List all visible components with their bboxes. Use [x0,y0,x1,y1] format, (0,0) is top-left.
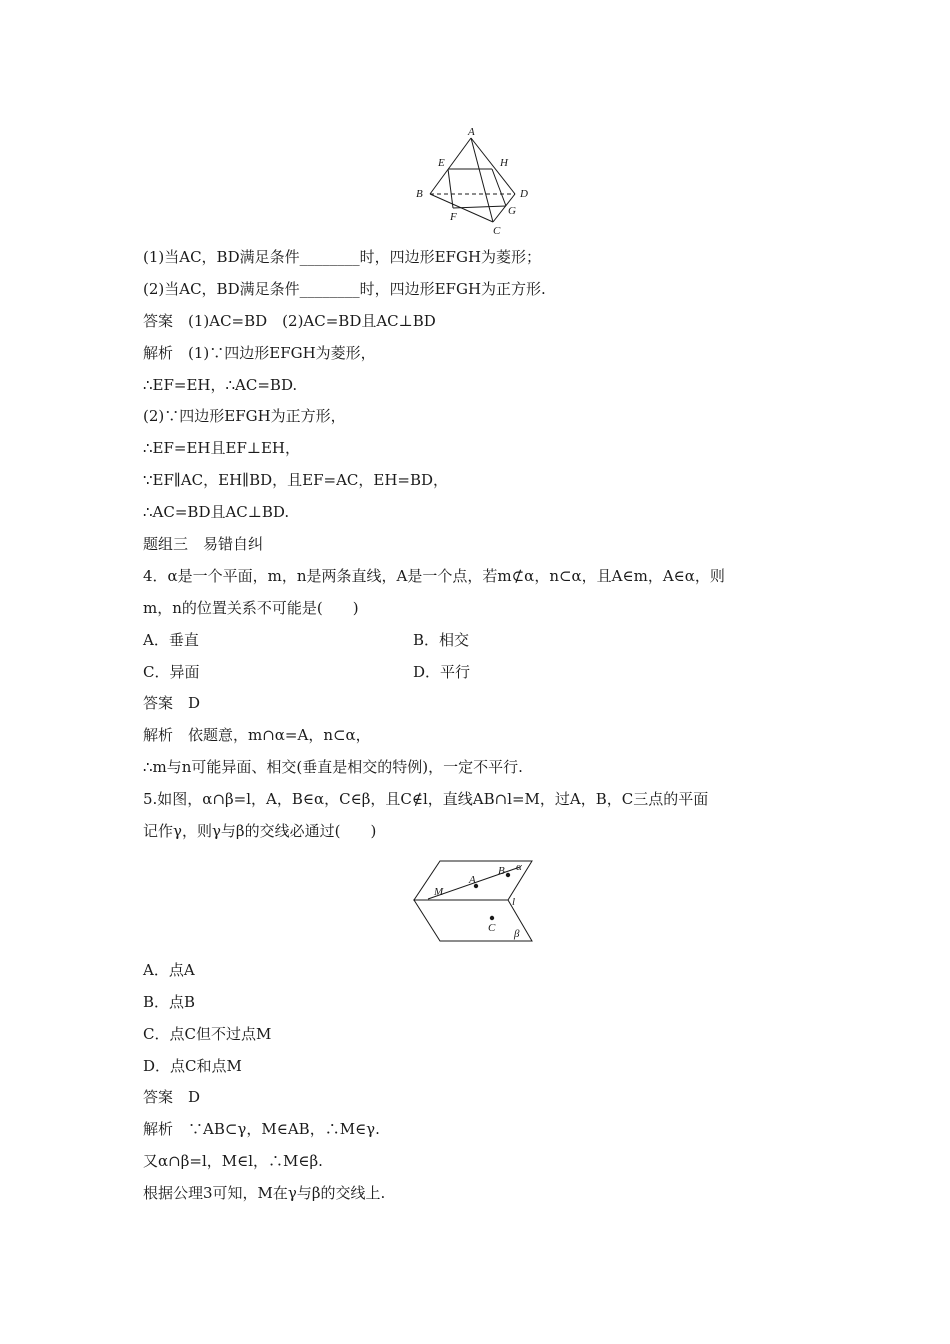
q3-analysis-1: 解析 (1)∵四边形EFGH为菱形， [143,344,376,362]
label-c: C [488,922,496,934]
q5-answer: 答案 D [143,1088,201,1106]
q5-analysis-2: 又α∩β=l，M∈l，∴M∈β. [143,1152,323,1170]
vertex-label-h: H [500,157,508,169]
q5-option-d: D．点C和点M [143,1057,242,1075]
vertex-label-e: E [438,157,445,169]
q4-stem-2: m，n的位置关系不可能是( ) [143,599,359,617]
tetrahedron-figure [410,124,540,236]
q5-stem-1: 5.如图，α∩β=l，A，B∈α，C∈β，且C∉l，直线AB∩l=M，过A，B，C三点的平面 [143,790,709,808]
vertex-label-f: F [450,211,457,223]
q4-analysis-2: ∴m与n可能异面、相交(垂直是相交的特例)，一定不平行. [143,758,523,776]
label-l: l [512,896,516,908]
q5-analysis-1: 解析 ∵AB⊂γ，M∈AB，∴M∈γ. [143,1120,380,1138]
label-beta: β [514,928,520,940]
point-b-dot [506,873,510,877]
q5-option-a: A．点A [143,961,195,979]
q4-option-a: A．垂直 [143,631,199,649]
label-b: B [498,865,505,877]
q3-line2: (2)当AC，BD满足条件________时，四边形EFGH为正方形. [143,280,546,298]
q4-stem-1: 4．α是一个平面，m，n是两条直线，A是一个点，若m⊄α，n⊂α，且A∈m，A∈α，则 [143,567,725,585]
q3-answer: 答案 (1)AC=BD (2)AC=BD且AC⊥BD [143,312,436,330]
q3-analysis-4: ∴EF=EH且EF⊥EH， [143,439,300,457]
planes-figure [410,855,540,947]
point-c-dot [490,916,494,920]
q4-option-d: D．平行 [413,663,471,681]
vertex-label-g: G [508,205,516,217]
q4-answer: 答案 D [143,694,201,712]
label-a: A [469,874,476,886]
q5-stem-2: 记作γ，则γ与β的交线必通过( ) [143,822,377,840]
q4-option-b: B．相交 [413,631,470,649]
q4-option-c: C．异面 [143,663,200,681]
vertex-label-b: B [416,188,423,200]
group-title: 题组三 易错自纠 [143,535,264,553]
q3-analysis-2: ∴EF=EH，∴AC=BD. [143,376,298,394]
q3-analysis-3: (2)∵四边形EFGH为正方形， [143,407,346,425]
q3-line1: (1)当AC，BD满足条件________时，四边形EFGH为菱形； [143,248,542,266]
q3-analysis-5: ∵EF∥AC，EH∥BD，且EF=AC，EH=BD， [143,471,449,489]
vertex-label-d: D [520,188,528,200]
vertex-label-a: A [468,126,475,138]
label-m: M [434,886,444,898]
q5-analysis-3: 根据公理3可知，M在γ与β的交线上. [143,1184,386,1202]
q3-analysis-6: ∴AC=BD且AC⊥BD. [143,503,290,521]
q5-option-b: B．点B [143,993,196,1011]
vertex-label-c: C [493,225,501,236]
q5-option-c: C．点C但不过点M [143,1025,272,1043]
q4-analysis-1: 解析 依题意，m∩α=A，n⊂α， [143,726,371,744]
label-alpha: α [516,861,522,873]
